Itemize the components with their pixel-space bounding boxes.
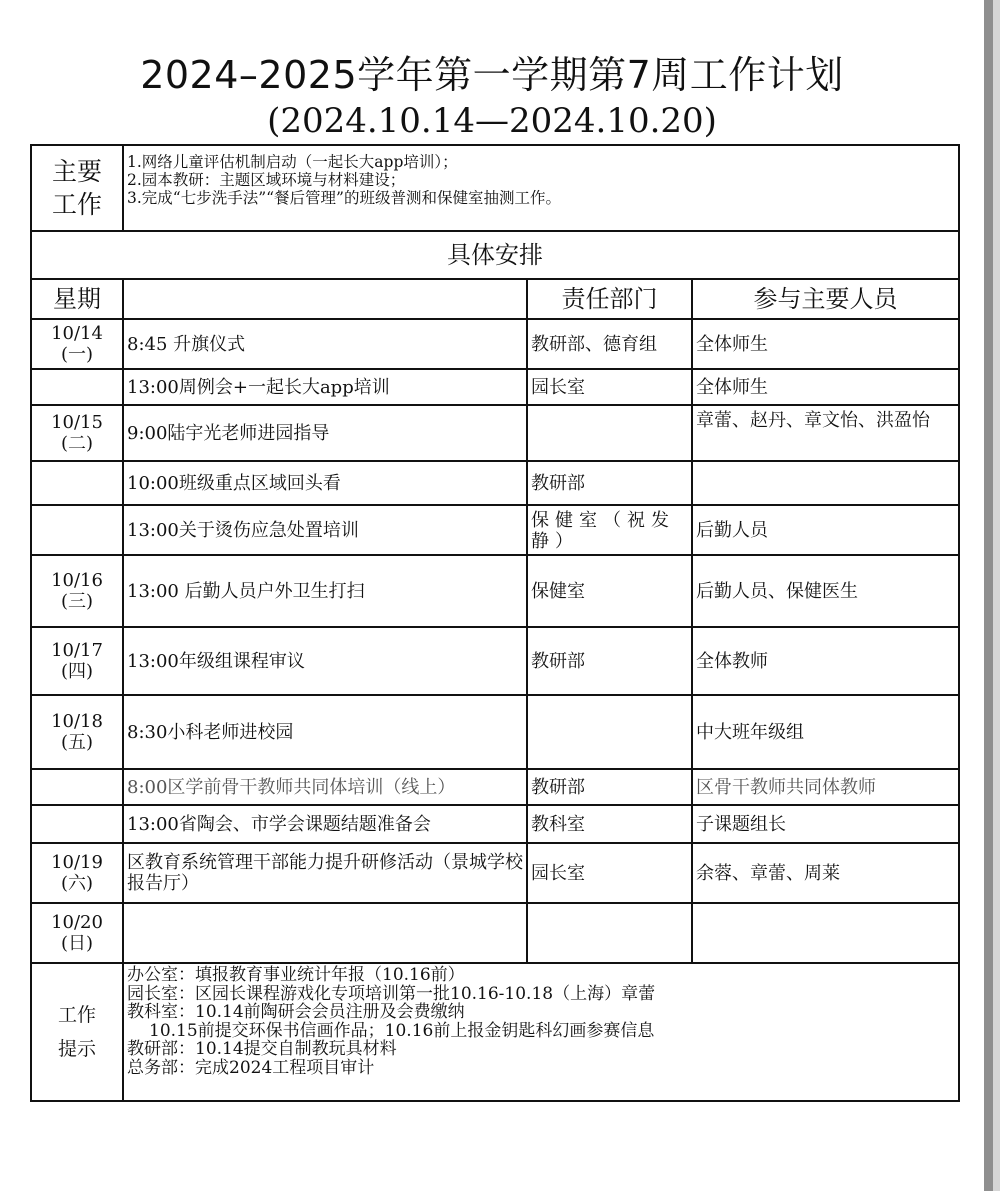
table-row — [31, 627, 959, 695]
day-cell: 10/19 (六) — [31, 843, 123, 903]
day-cell: 10/16 (三) — [31, 555, 123, 627]
col-header-task — [123, 279, 527, 319]
dept-cell — [527, 903, 692, 963]
task-cell — [123, 903, 527, 963]
day-cell — [31, 805, 123, 843]
people-cell: 区骨干教师共同体教师 — [692, 769, 959, 805]
task-cell: 13:00年级组课程审议 — [123, 627, 527, 695]
main-work-row — [31, 145, 959, 231]
people-cell: 全体师生 — [692, 319, 959, 369]
table-row — [31, 843, 959, 903]
table-row — [31, 461, 959, 505]
tip-line: 园长室：区园长课程游戏化专项培训第一批10.16-10.18（上海）章蕾 — [127, 983, 656, 1004]
table-row — [31, 319, 959, 369]
page-title: 2024–2025学年第一学期第7周工作计划 — [140, 53, 844, 97]
page-edge-bar — [984, 0, 993, 1191]
tip-line: 教研部：10.14提交自制教玩具材料 — [127, 1039, 397, 1059]
day-cell — [31, 769, 123, 805]
day-cell: 10/14 (一) — [31, 319, 123, 369]
table-row — [31, 903, 959, 963]
dept-cell: 保健室 — [527, 555, 692, 627]
dept-cell — [527, 405, 692, 461]
people-cell: 后勤人员、保健医生 — [692, 555, 959, 627]
task-cell: 10:00班级重点区域回头看 — [123, 461, 527, 505]
task-cell: 8:30小科老师进校园 — [123, 695, 527, 769]
day-cell — [31, 369, 123, 405]
page-edge-shade — [993, 0, 1000, 1191]
col-header-people: 参与主要人员 — [692, 279, 959, 319]
main-work-label: 主要 工作 — [31, 145, 123, 231]
task-cell: 13:00 后勤人员户外卫生打扫 — [123, 555, 527, 627]
dept-cell: 教科室 — [527, 805, 692, 843]
tip-line: 办公室：填报教育事业统计年报（10.16前） — [127, 965, 465, 985]
dept-cell: 教研部 — [527, 769, 692, 805]
main-work-item: 3.完成“七步洗手法”“餐后管理”的班级普测和保健室抽测工作。 — [127, 189, 561, 207]
table-row — [31, 505, 959, 555]
people-cell — [692, 461, 959, 505]
tip-line: 10.15前提交环保书信画作品；10.16前上报金钥匙科幻画参赛信息 — [149, 1020, 655, 1041]
dept-cell: 保健室（祝发静） — [527, 505, 692, 555]
section-title: 具体安排 — [31, 231, 959, 279]
tips-label: 工作 提示 — [31, 963, 123, 1101]
people-cell: 后勤人员 — [692, 505, 959, 555]
table-row — [31, 369, 959, 405]
tips-lines — [123, 963, 959, 1101]
people-cell — [692, 903, 959, 963]
main-work-item: 1.网络儿童评估机制启动（一起长大app培训）； — [127, 153, 458, 171]
section-title-row — [31, 231, 959, 279]
people-cell: 章蕾、赵丹、章文怡、洪盈怡 — [692, 405, 959, 461]
tips-row — [31, 963, 959, 1101]
tip-line: 教科室：10.14前陶研会会员注册及会费缴纳 — [127, 1002, 465, 1022]
dept-cell: 园长室 — [527, 843, 692, 903]
people-cell: 余蓉、章蕾、周莱 — [692, 843, 959, 903]
table-row — [31, 695, 959, 769]
people-cell: 全体师生 — [692, 369, 959, 405]
main-work-item: 2.园本教研：主题区域环境与材料建设； — [127, 171, 406, 189]
day-cell: 10/15 (二) — [31, 405, 123, 461]
day-cell — [31, 461, 123, 505]
dept-cell — [527, 695, 692, 769]
day-cell: 10/20 (日) — [31, 903, 123, 963]
task-cell: 8:45 升旗仪式 — [123, 319, 527, 369]
task-cell: 区教育系统管理干部能力提升研修活动（景城学校报告厅） — [123, 843, 527, 903]
task-cell: 13:00省陶会、市学会课题结题准备会 — [123, 805, 527, 843]
day-cell: 10/17 (四) — [31, 627, 123, 695]
dept-cell: 教研部、德育组 — [527, 319, 692, 369]
people-cell: 中大班年级组 — [692, 695, 959, 769]
people-cell: 全体教师 — [692, 627, 959, 695]
day-cell — [31, 505, 123, 555]
page-date-range: (2024.10.14—2024.10.20) — [267, 101, 717, 141]
work-plan-table — [30, 144, 960, 1102]
column-header-row — [31, 279, 959, 319]
dept-cell: 教研部 — [527, 461, 692, 505]
col-header-day: 星期 — [31, 279, 123, 319]
main-work-items — [123, 145, 959, 231]
col-header-dept: 责任部门 — [527, 279, 692, 319]
tip-line: 总务部：完成2024工程项目审计 — [127, 1057, 375, 1078]
day-cell: 10/18 (五) — [31, 695, 123, 769]
table-row — [31, 769, 959, 805]
task-cell: 13:00周例会+一起长大app培训 — [123, 369, 527, 405]
table-row — [31, 805, 959, 843]
table-row — [31, 405, 959, 461]
dept-cell: 园长室 — [527, 369, 692, 405]
task-cell: 13:00关于烫伤应急处置培训 — [123, 505, 527, 555]
dept-cell: 教研部 — [527, 627, 692, 695]
people-cell: 子课题组长 — [692, 805, 959, 843]
task-cell: 9:00陆宇光老师进园指导 — [123, 405, 527, 461]
table-row — [31, 555, 959, 627]
task-cell: 8:00区学前骨干教师共同体培训（线上） — [123, 769, 527, 805]
